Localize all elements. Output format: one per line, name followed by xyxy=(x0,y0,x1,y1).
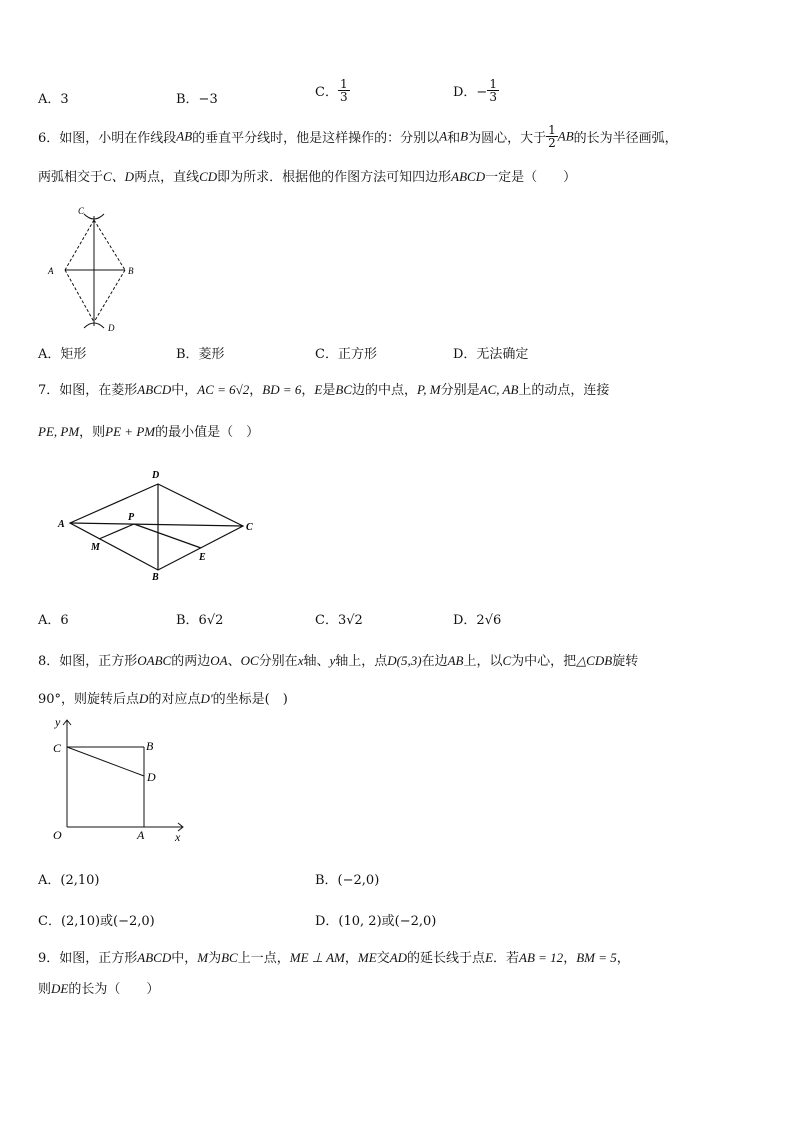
segment-cd xyxy=(67,747,144,776)
text: 的长为半径画弧， xyxy=(573,131,678,146)
fraction-numerator: 1 xyxy=(339,77,348,91)
math: OA xyxy=(210,653,228,668)
math: x xyxy=(297,653,304,668)
text: 则 xyxy=(38,982,52,997)
text: 的最小值是（ ） xyxy=(155,425,260,440)
text: ， xyxy=(301,383,315,398)
text: 两点，直线 xyxy=(134,170,200,185)
math: DE xyxy=(51,981,69,996)
text: 中， xyxy=(171,383,198,398)
text: 旋转 xyxy=(612,654,639,669)
q7-option-a: A．6 xyxy=(38,613,69,628)
q6-stem-line2 xyxy=(38,166,576,185)
text: ．若 xyxy=(493,951,520,966)
math: E xyxy=(314,382,323,397)
math: AB xyxy=(176,128,193,144)
q8-stem-line1 xyxy=(38,650,638,669)
label-a: A xyxy=(58,519,65,530)
math: M xyxy=(197,950,209,965)
label-b: B xyxy=(128,266,134,276)
text: 分别是 xyxy=(440,383,480,398)
text: 、 xyxy=(227,654,241,669)
text: 90°，则旋转后点 xyxy=(38,692,140,707)
fraction-denominator: 2 xyxy=(548,136,556,150)
q5-option-d-fraction xyxy=(487,78,499,103)
q5-option-d-prefix: D．− xyxy=(453,85,488,100)
text: 7．如图，在菱形 xyxy=(38,383,138,398)
text: 即为所求．根据他的作图方法可知四边形 xyxy=(217,170,452,185)
q5-option-b: B．−3 xyxy=(176,92,218,107)
q5-option-d xyxy=(453,78,499,103)
fraction-numerator: 1 xyxy=(548,123,556,137)
q6-option-a: A．矩形 xyxy=(38,347,87,362)
label-p: P xyxy=(128,512,135,523)
math: C xyxy=(502,653,512,668)
label-y: y xyxy=(55,715,61,729)
dashed-bd xyxy=(94,270,125,322)
q9-stem-line1 xyxy=(38,947,630,966)
math: OABC xyxy=(137,653,172,668)
math: ME ⊥ AM xyxy=(289,950,345,965)
text: 9．如图，正方形 xyxy=(38,951,138,966)
math: PE, PM xyxy=(38,424,80,439)
q6-option-b: B．菱形 xyxy=(176,347,225,362)
math: △CDB xyxy=(576,653,613,668)
math: AB xyxy=(447,653,464,668)
label-x: x xyxy=(175,830,181,844)
text: 交 xyxy=(376,951,390,966)
q6-figure-rhombus xyxy=(40,200,150,340)
math: ABCD xyxy=(137,950,172,965)
text: ， xyxy=(344,951,358,966)
math: BC xyxy=(221,950,238,965)
q5-option-c-fraction xyxy=(338,78,350,103)
math: D(5,3) xyxy=(387,653,422,668)
q6-half-fraction xyxy=(546,124,558,149)
q9-stem-line2 xyxy=(38,978,159,997)
text: 的对应点 xyxy=(148,692,201,707)
math: BM = 5 xyxy=(576,950,617,965)
text: 一定是（ ） xyxy=(485,170,577,185)
math: AC, AB xyxy=(479,382,519,397)
text: 是 xyxy=(322,383,336,398)
label-c: C xyxy=(246,522,253,533)
text: ，则 xyxy=(79,425,106,440)
q7-stem-line2 xyxy=(38,421,259,440)
fraction-numerator: 1 xyxy=(489,77,497,91)
dashed-ac xyxy=(65,220,94,270)
math: A xyxy=(439,128,448,144)
math: BD = 6 xyxy=(262,382,302,397)
math: ABCD xyxy=(137,382,172,397)
math: PE + PM xyxy=(105,424,156,439)
fraction-denominator: 3 xyxy=(339,90,348,104)
q6-option-d: D．无法确定 xyxy=(453,347,529,362)
q8-option-d: D．(10, 2)或(−2,0) xyxy=(315,914,437,929)
text: 上，以 xyxy=(463,654,503,669)
math: y xyxy=(329,653,336,668)
label-c: C xyxy=(78,206,85,216)
text: 的长为（ ） xyxy=(68,982,160,997)
q7-option-c: C．3√2 xyxy=(315,613,363,628)
q5-option-c xyxy=(315,78,350,103)
text: 6．如图，小明在作线段 xyxy=(38,131,177,146)
math: BC xyxy=(335,382,353,397)
segment-pm xyxy=(99,524,134,539)
q8-option-a: A．(2,10) xyxy=(38,873,100,888)
math: D' xyxy=(200,691,213,706)
text: 为中心，把 xyxy=(511,654,577,669)
math: AD xyxy=(389,950,408,965)
text: 在边 xyxy=(421,654,448,669)
label-b: B xyxy=(146,739,154,753)
segment-pe xyxy=(134,524,201,548)
text: ， xyxy=(249,383,263,398)
text: 中， xyxy=(171,951,198,966)
label-c: C xyxy=(53,741,62,755)
math: AB xyxy=(557,128,574,144)
q7-figure-rhombus xyxy=(55,466,265,586)
q8-option-b: B．(−2,0) xyxy=(315,873,380,888)
fraction-denominator: 3 xyxy=(489,90,497,104)
text: ， xyxy=(563,951,577,966)
q6-stem-line1 xyxy=(38,124,678,149)
text: ， xyxy=(616,951,630,966)
text: 的垂直平分线时，他是这样操作的：分别以 xyxy=(192,131,440,146)
q5-option-c-prefix: C． xyxy=(315,85,338,100)
math: ABCD xyxy=(451,169,486,184)
text: 轴、 xyxy=(303,654,330,669)
q8-option-c: C．(2,10)或(−2,0) xyxy=(38,914,155,929)
label-e: E xyxy=(199,552,206,563)
q7-option-d: D．2√6 xyxy=(453,613,502,628)
diagonal-ac xyxy=(70,523,243,526)
math: AC = 6√2 xyxy=(197,382,250,397)
q8-stem-line2 xyxy=(38,688,288,707)
text: 分别在 xyxy=(258,654,298,669)
math: B xyxy=(460,128,469,144)
text: 为圆心，大于 xyxy=(468,131,547,146)
label-d: D xyxy=(108,323,115,333)
math: ME xyxy=(357,950,377,965)
label-d: D xyxy=(152,470,160,481)
math: P, M xyxy=(417,382,441,397)
math: OC xyxy=(240,653,259,668)
dashed-bc xyxy=(94,220,125,270)
text: 上的动点，连接 xyxy=(518,383,610,398)
text: 为 xyxy=(208,951,222,966)
label-a: A xyxy=(137,828,145,842)
text: 的坐标是( ) xyxy=(212,692,288,707)
q7-stem-line1 xyxy=(38,379,609,398)
text: 上一点， xyxy=(237,951,290,966)
label-b: B xyxy=(152,572,159,583)
q6-option-c: C．正方形 xyxy=(315,347,377,362)
q8-figure-coordinate-square xyxy=(45,712,195,847)
text: 和 xyxy=(447,131,461,146)
label-m: M xyxy=(91,542,100,553)
rhombus-abcd xyxy=(70,484,243,570)
label-o: O xyxy=(53,828,62,842)
text: 8．如图，正方形 xyxy=(38,654,138,669)
math: E xyxy=(485,950,494,965)
text: 两弧相交于 xyxy=(38,170,104,185)
q5-option-a: A．3 xyxy=(38,92,69,107)
dashed-ad xyxy=(65,270,94,322)
text: 边的中点， xyxy=(352,383,418,398)
label-a: A xyxy=(48,266,54,276)
math: D xyxy=(139,691,149,706)
math: C、D xyxy=(103,169,135,184)
label-d: D xyxy=(147,770,156,784)
math: CD xyxy=(199,169,218,184)
q7-option-b: B．6√2 xyxy=(176,613,224,628)
text: 的两边 xyxy=(171,654,211,669)
text: 的延长线于点 xyxy=(407,951,486,966)
text: 轴上，点 xyxy=(335,654,388,669)
math: AB = 12 xyxy=(519,950,564,965)
